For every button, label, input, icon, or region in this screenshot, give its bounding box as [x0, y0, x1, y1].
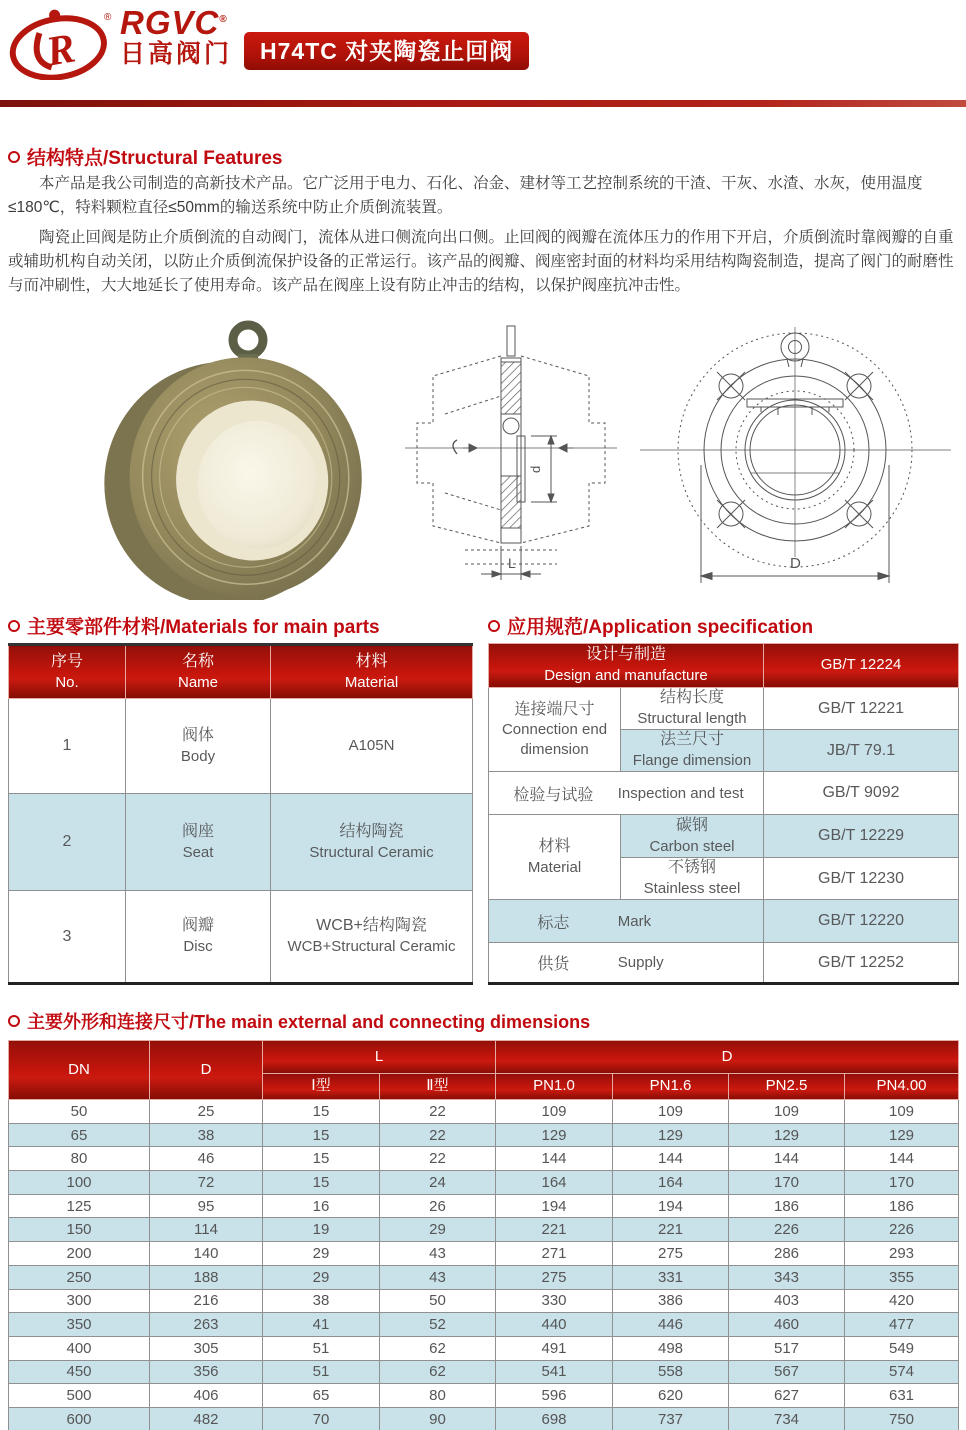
svg-text:®: ®	[104, 12, 112, 23]
dims-cell: 129	[496, 1123, 613, 1147]
dims-cell: 567	[729, 1360, 845, 1384]
dims-row	[9, 1171, 959, 1195]
dims-cell: 38	[150, 1123, 263, 1147]
materials-table	[8, 643, 473, 985]
app-inspection-cell: 检验与试验 Inspection and test	[489, 772, 764, 815]
app-row-supply	[489, 943, 959, 984]
dims-cell: 188	[150, 1265, 263, 1289]
dims-cell: 558	[613, 1360, 729, 1384]
dims-cell: 144	[729, 1147, 845, 1171]
materials-col-name: 名称 Name	[126, 645, 271, 699]
dims-cell: 734	[729, 1407, 845, 1430]
dims-cell: 22	[380, 1100, 496, 1124]
dims-cell: 263	[150, 1313, 263, 1337]
dims-row	[9, 1360, 959, 1384]
dims-cell: 51	[263, 1336, 380, 1360]
dims-sub-type2: Ⅱ型	[380, 1074, 496, 1100]
dims-cell: 140	[150, 1242, 263, 1266]
dims-cell: 41	[263, 1313, 380, 1337]
materials-material: 结构陶瓷 Structural Ceramic	[271, 794, 473, 891]
dims-cell: 109	[845, 1100, 959, 1124]
dims-cell: 144	[613, 1147, 729, 1171]
dims-cell: 403	[729, 1289, 845, 1313]
dims-row	[9, 1100, 959, 1124]
registered-mark: ®	[219, 14, 228, 25]
dims-cell: 517	[729, 1336, 845, 1360]
dims-cell: 350	[9, 1313, 150, 1337]
dims-cell: 150	[9, 1218, 150, 1242]
dims-cell: 406	[150, 1384, 263, 1408]
side-section-drawing	[405, 318, 617, 590]
dims-cell: 221	[496, 1218, 613, 1242]
dims-cell: 52	[380, 1313, 496, 1337]
dims-cell: 355	[845, 1265, 959, 1289]
dims-row	[9, 1218, 959, 1242]
dims-cell: 194	[496, 1194, 613, 1218]
materials-name: 阀体 Body	[126, 699, 271, 794]
dims-cell: 46	[150, 1147, 263, 1171]
dims-cell: 627	[729, 1384, 845, 1408]
dims-row	[9, 1313, 959, 1337]
materials-row-disc	[9, 891, 473, 984]
dims-cell: 293	[845, 1242, 959, 1266]
dims-cell: 62	[380, 1360, 496, 1384]
features-section-title	[8, 143, 283, 170]
dims-cell: 482	[150, 1407, 263, 1430]
app-supply-std: GB/T 12252	[764, 943, 959, 984]
dims-col-d-group: D	[496, 1041, 959, 1074]
dims-sub-type1: Ⅰ型	[263, 1074, 380, 1100]
dims-cell: 450	[9, 1360, 150, 1384]
features-paragraph-1: 本产品是我公司制造的高新技术产品。它广泛用于电力、石化、冶金、建材等工艺控制系统的干渣、干灰、水渣、水灰，使用温度≤180℃，特料颗粒直径≤50mm的输送系统中防止介质倒流装置。	[8, 175, 923, 217]
dims-cell: 216	[150, 1289, 263, 1313]
dims-col-d: D	[150, 1041, 263, 1100]
materials-col-material: 材料 Material	[271, 645, 473, 699]
dims-cell: 737	[613, 1407, 729, 1430]
materials-row-body	[9, 699, 473, 794]
dims-cell: 80	[380, 1384, 496, 1408]
app-material-cell: 材料 Material	[489, 815, 621, 900]
application-section-title	[488, 612, 813, 639]
dims-cell: 400	[9, 1336, 150, 1360]
dims-cell: 114	[150, 1218, 263, 1242]
app-row-mark	[489, 900, 959, 943]
dims-cell: 95	[150, 1194, 263, 1218]
dims-cell: 65	[263, 1384, 380, 1408]
dims-col-l-group: L	[263, 1041, 496, 1074]
dims-cell: 446	[613, 1313, 729, 1337]
app-carbon-cell: 碳钢 Carbon steel	[621, 815, 764, 858]
app-mark-std: GB/T 12220	[764, 900, 959, 943]
dim-label-l: L	[508, 555, 516, 571]
dims-cell: 109	[729, 1100, 845, 1124]
app-supply-cell: 供货 Supply	[489, 943, 764, 984]
dims-cell: 29	[263, 1265, 380, 1289]
dims-cell: 109	[496, 1100, 613, 1124]
header-divider	[0, 100, 966, 107]
dims-cell: 15	[263, 1100, 380, 1124]
features-paragraph-2: 陶瓷止回阀是防止介质倒流的自动阀门，流体从进口侧流向出口侧。止回阀的阀瓣在流体压力的作用下开启，介质倒流时靠阀瓣的自重或辅助机构自动关闭，以防止介质倒流保护设备的正常运行。该产品的阀瓣、阀座密封面的材料均采用结构陶瓷制造，提高了阀门的耐磨性与而冲刷性，大大地延长了使用寿命。该产品在阀座上设有防止冲击的结构，以保护阀座抗冲击性。	[8, 229, 954, 295]
dims-cell: 129	[613, 1123, 729, 1147]
dims-col-dn: DN	[9, 1041, 150, 1100]
dims-cell: 186	[729, 1194, 845, 1218]
dims-cell: 386	[613, 1289, 729, 1313]
dims-row	[9, 1123, 959, 1147]
dims-cell: 574	[845, 1360, 959, 1384]
dims-row	[9, 1242, 959, 1266]
dims-cell: 491	[496, 1336, 613, 1360]
dims-cell: 70	[263, 1407, 380, 1430]
dims-cell: 226	[845, 1218, 959, 1242]
dims-cell: 22	[380, 1123, 496, 1147]
dims-cell: 549	[845, 1336, 959, 1360]
dims-cell: 541	[496, 1360, 613, 1384]
brand-name: RGVC®	[120, 4, 228, 41]
dims-cell: 43	[380, 1242, 496, 1266]
dims-row	[9, 1265, 959, 1289]
dims-cell: 19	[263, 1218, 380, 1242]
materials-title-text: 主要零部件材料/Materials for main parts	[27, 617, 380, 638]
section-bullet-icon	[8, 1015, 20, 1027]
dims-cell: 129	[729, 1123, 845, 1147]
dims-cell: 50	[9, 1100, 150, 1124]
dims-sub-pn25: PN2.5	[729, 1074, 845, 1100]
dims-cell: 500	[9, 1384, 150, 1408]
dims-cell: 29	[380, 1218, 496, 1242]
section-bullet-icon	[8, 620, 20, 632]
dims-cell: 125	[9, 1194, 150, 1218]
dims-cell: 65	[9, 1123, 150, 1147]
app-carbon-std: GB/T 12229	[764, 815, 959, 858]
dims-cell: 596	[496, 1384, 613, 1408]
materials-material: WCB+结构陶瓷 WCB+Structural Ceramic	[271, 891, 473, 984]
dims-cell: 170	[845, 1171, 959, 1195]
app-row-structural	[489, 688, 959, 730]
dims-cell: 100	[9, 1171, 150, 1195]
dims-cell: 170	[729, 1171, 845, 1195]
dims-cell: 226	[729, 1218, 845, 1242]
dimensions-title-text: 主要外形和连接尺寸/The main external and connecting dimensions	[27, 1012, 591, 1032]
dims-cell: 164	[613, 1171, 729, 1195]
dims-cell: 275	[496, 1265, 613, 1289]
dims-cell: 750	[845, 1407, 959, 1430]
dims-cell: 698	[496, 1407, 613, 1430]
dims-cell: 15	[263, 1171, 380, 1195]
dims-cell: 440	[496, 1313, 613, 1337]
dims-cell: 80	[9, 1147, 150, 1171]
dims-cell: 300	[9, 1289, 150, 1313]
materials-col-no: 序号 No.	[9, 645, 126, 699]
app-stainless-cell: 不锈钢 Stainless steel	[621, 858, 764, 900]
dims-row	[9, 1147, 959, 1171]
materials-row-seat	[9, 794, 473, 891]
dims-cell: 90	[380, 1407, 496, 1430]
app-design-std: GB/T 12224	[764, 644, 959, 688]
application-title-text: 应用规范/Application specification	[507, 617, 814, 638]
dims-cell: 50	[380, 1289, 496, 1313]
dims-row	[9, 1194, 959, 1218]
dims-cell: 109	[613, 1100, 729, 1124]
app-flange-std: JB/T 79.1	[764, 730, 959, 772]
dims-cell: 25	[150, 1100, 263, 1124]
app-row-inspection	[489, 772, 959, 815]
valve-photo	[100, 310, 385, 600]
brand-logo-icon	[8, 6, 116, 80]
materials-no: 3	[9, 891, 126, 984]
dim-label-D: D	[790, 555, 801, 572]
dims-cell: 144	[496, 1147, 613, 1171]
dims-cell: 271	[496, 1242, 613, 1266]
dims-cell: 331	[613, 1265, 729, 1289]
dims-cell: 26	[380, 1194, 496, 1218]
dims-cell: 343	[729, 1265, 845, 1289]
materials-material: A105N	[271, 699, 473, 794]
section-bullet-icon	[8, 151, 20, 163]
company-name: 日高阀门	[120, 40, 233, 68]
dims-cell: 330	[496, 1289, 613, 1313]
app-structural-cell: 结构长度 Structural length	[621, 688, 764, 730]
app-row-carbon	[489, 815, 959, 858]
app-stainless-std: GB/T 12230	[764, 858, 959, 900]
dims-sub-pn40: PN4.00	[845, 1074, 959, 1100]
header	[8, 4, 958, 94]
section-bullet-icon	[488, 620, 500, 632]
dims-cell: 29	[263, 1242, 380, 1266]
dims-row	[9, 1407, 959, 1430]
brand-block	[120, 6, 250, 67]
dim-label-d: d	[528, 465, 543, 473]
dims-row	[9, 1384, 959, 1408]
front-view-drawing	[638, 325, 953, 600]
dims-cell: 250	[9, 1265, 150, 1289]
materials-name: 阀瓣 Disc	[126, 891, 271, 984]
dims-cell: 144	[845, 1147, 959, 1171]
dims-cell: 22	[380, 1147, 496, 1171]
svg-text:R: R	[43, 25, 79, 76]
dims-cell: 15	[263, 1123, 380, 1147]
app-flange-cell: 法兰尺寸 Flange dimension	[621, 730, 764, 772]
dims-cell: 460	[729, 1313, 845, 1337]
dims-sub-pn10: PN1.0	[496, 1074, 613, 1100]
dimensions-tbody	[9, 1100, 959, 1430]
dims-cell: 420	[845, 1289, 959, 1313]
dims-cell: 15	[263, 1147, 380, 1171]
features-title-text: 结构特点/Structural Features	[27, 148, 283, 169]
dims-sub-pn16: PN1.6	[613, 1074, 729, 1100]
app-inspection-std: GB/T 9092	[764, 772, 959, 815]
dims-cell: 477	[845, 1313, 959, 1337]
materials-name: 阀座 Seat	[126, 794, 271, 891]
dims-cell: 498	[613, 1336, 729, 1360]
dims-cell: 200	[9, 1242, 150, 1266]
materials-no: 2	[9, 794, 126, 891]
dims-cell: 16	[263, 1194, 380, 1218]
app-structural-std: GB/T 12221	[764, 688, 959, 730]
dims-cell: 356	[150, 1360, 263, 1384]
dims-cell: 186	[845, 1194, 959, 1218]
dims-cell: 221	[613, 1218, 729, 1242]
dims-cell: 275	[613, 1242, 729, 1266]
dims-cell: 24	[380, 1171, 496, 1195]
dims-cell: 164	[496, 1171, 613, 1195]
app-mark-cell: 标志 Mark	[489, 900, 764, 943]
dims-row	[9, 1289, 959, 1313]
product-title-badge: H74TC 对夹陶瓷止回阀	[244, 32, 529, 70]
dims-cell: 194	[613, 1194, 729, 1218]
dims-cell: 286	[729, 1242, 845, 1266]
dims-cell: 43	[380, 1265, 496, 1289]
application-table	[488, 643, 959, 985]
dimensions-section-title	[8, 1008, 590, 1034]
dims-cell: 38	[263, 1289, 380, 1313]
materials-no: 1	[9, 699, 126, 794]
features-text	[8, 172, 958, 304]
dimensions-table	[8, 1040, 959, 1430]
dims-row	[9, 1336, 959, 1360]
dims-cell: 51	[263, 1360, 380, 1384]
dims-cell: 620	[613, 1384, 729, 1408]
materials-section-title	[8, 612, 380, 639]
dims-cell: 62	[380, 1336, 496, 1360]
dims-cell: 305	[150, 1336, 263, 1360]
dims-cell: 72	[150, 1171, 263, 1195]
dims-cell: 631	[845, 1384, 959, 1408]
app-connection-cell: 连接端尺寸 Connection end dimension	[489, 688, 621, 772]
dims-cell: 600	[9, 1407, 150, 1430]
dims-cell: 129	[845, 1123, 959, 1147]
app-design-header: 设计与制造 Design and manufacture	[489, 644, 764, 688]
